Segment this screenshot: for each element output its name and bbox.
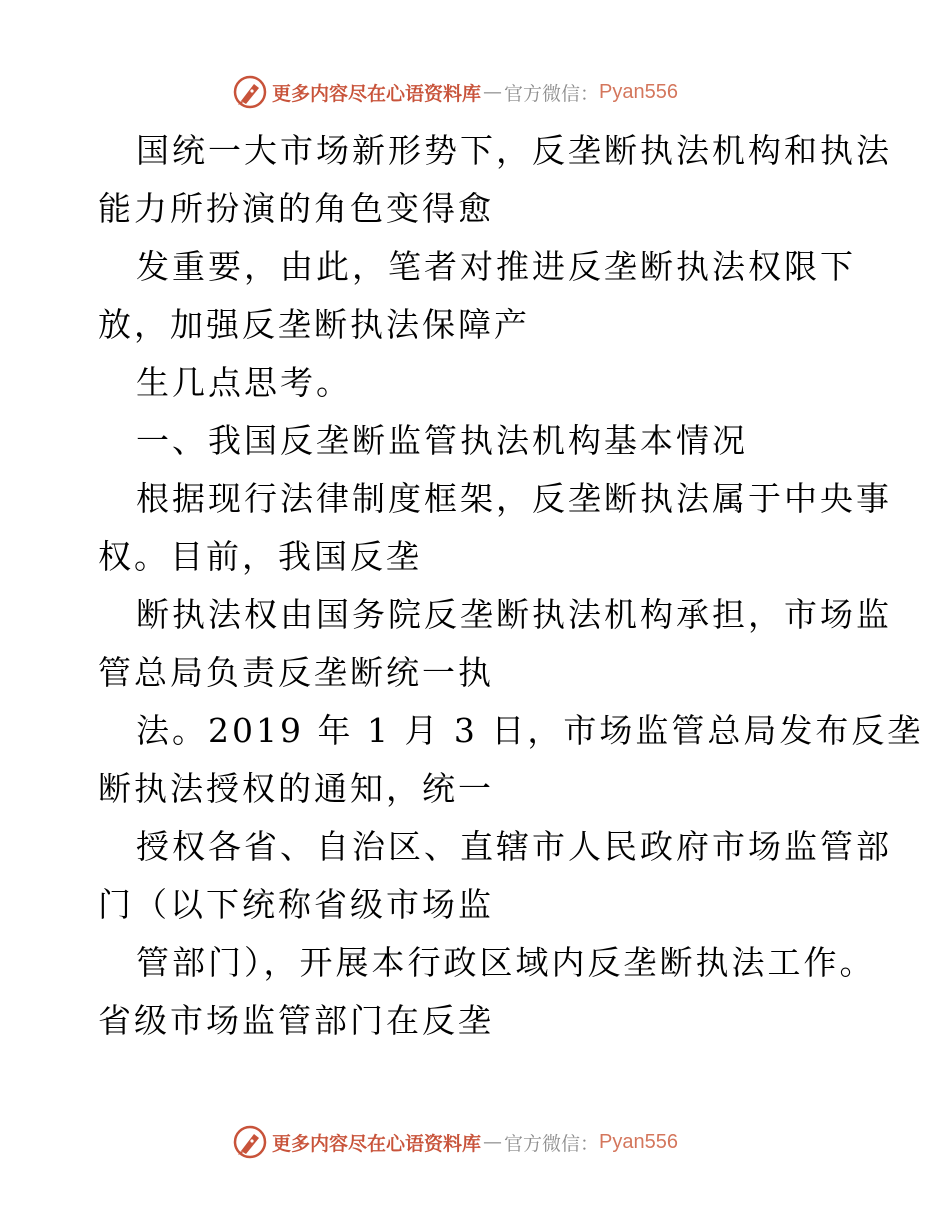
watermark-dash: — xyxy=(483,1131,503,1153)
paragraph-line: 授权各省、自治区、直辖市人民政府市场监管部 xyxy=(136,827,892,866)
paragraph-line: 省级市场监管部门在反垄 xyxy=(98,1001,494,1040)
paragraph-line: 根据现行法律制度框架，反垄断执法属于中央事 xyxy=(136,479,892,518)
paragraph-line: 断执法授权的通知，统一 xyxy=(98,769,494,808)
watermark-dash: — xyxy=(483,81,503,103)
footer-watermark-banner xyxy=(0,1122,950,1162)
pen-nib-logo-icon xyxy=(232,1124,268,1160)
section-heading: 一、我国反垄断监管执法机构基本情况 xyxy=(136,421,748,460)
watermark-wechat-id: Pyan556 xyxy=(599,80,678,103)
paragraph-line: 发重要，由此，笔者对推进反垄断执法权限下 xyxy=(136,247,856,286)
watermark-text: 更多内容尽在心语资料库 xyxy=(272,1132,482,1155)
header-watermark-banner xyxy=(0,72,950,112)
paragraph-line: 门（以下统称省级市场监 xyxy=(98,885,494,924)
watermark-wechat-label: 官方微信： xyxy=(504,1132,600,1155)
paragraph-line: 断执法权由国务院反垄断执法机构承担，市场监 xyxy=(136,595,892,634)
paragraph-line: 放，加强反垄断执法保障产 xyxy=(98,305,530,344)
paragraph-line: 管部门），开展本行政区域内反垄断执法工作。 xyxy=(136,943,876,982)
paragraph-line: 管总局负责反垄断统一执 xyxy=(98,653,494,692)
watermark-text: 更多内容尽在心语资料库 xyxy=(272,82,482,105)
paragraph-line: 法。2019 年 1 月 3 日，市场监管总局发布反垄 xyxy=(136,711,924,750)
watermark-wechat-id: Pyan556 xyxy=(599,1130,678,1153)
paragraph-line: 生几点思考。 xyxy=(136,363,352,402)
paragraph-line: 权。目前，我国反垄 xyxy=(98,537,422,576)
pen-nib-logo-icon xyxy=(232,74,268,110)
document-body xyxy=(98,122,924,1050)
paragraph-line: 国统一大市场新形势下，反垄断执法机构和执法 xyxy=(136,131,892,170)
watermark-wechat-label: 官方微信： xyxy=(504,82,600,105)
paragraph-line: 能力所扮演的角色变得愈 xyxy=(98,189,494,228)
